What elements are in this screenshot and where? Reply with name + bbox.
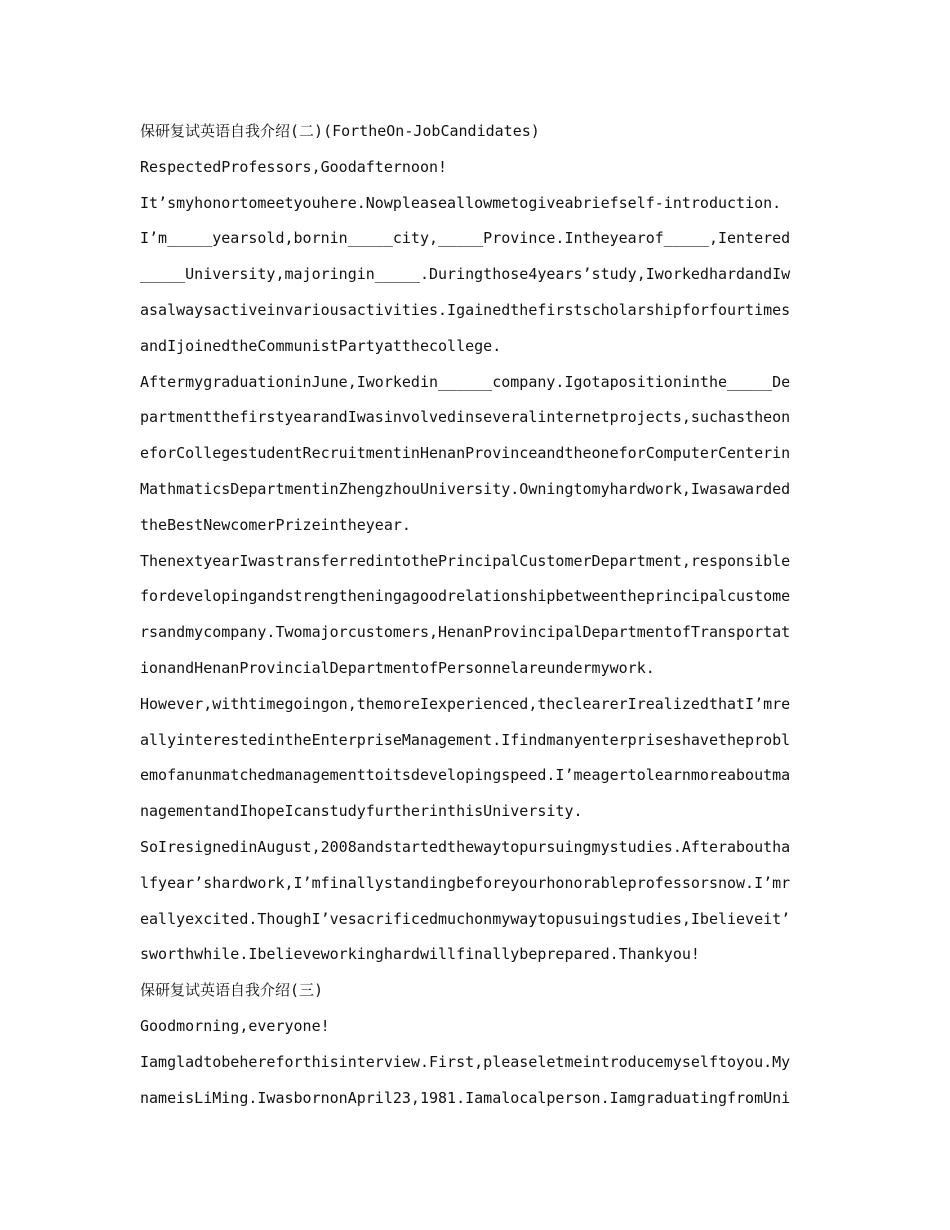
text-line: AftermygraduationinJune,Iworkedin______company.Igotapositioninthe_____De: [140, 372, 791, 391]
text-line: sworthwhile.Ibelieveworkinghardwillfinallybeprepared.Thankyou!: [140, 945, 700, 964]
text-line: _____University,majoringin_____.Duringthose4years’study,IworkedhardandIw: [140, 265, 791, 284]
text-line: rsandmycompany.Twomajorcustomers,HenanProvincipalDepartmentofTransportat: [140, 623, 791, 642]
text-line: asalwaysactiveinvariousactivities.Igainedthefirstscholarshipforfourtimes: [140, 300, 791, 319]
text-line: ThenextyearIwastransferredintothePrincipalCustomerDepartment,responsible: [140, 551, 791, 570]
text-line: ionandHenanProvincialDepartmentofPersonnelareundermywork.: [140, 658, 655, 677]
text-line: Goodmorning,everyone!: [140, 1016, 330, 1035]
text-line: andIjoinedtheCommunistPartyatthecollege.: [140, 336, 502, 355]
document-body: [140, 118, 820, 1120]
section-heading-3: 保研复试英语自我介绍(三): [140, 981, 324, 1000]
text-line: eforCollegestudentRecruitmentinHenanProvinceandtheoneforComputerCenterin: [140, 444, 791, 463]
text-line: However,withtimegoingon,themoreIexperienced,theclearerIrealizedthatI’mre: [140, 694, 791, 713]
text-line: It’smyhonortomeetyouhere.Nowpleaseallowmetogiveabriefself-introduction.: [140, 193, 782, 212]
text-line: fordevelopingandstrengtheningagoodrelationshipbetweentheprincipalcustome: [140, 587, 791, 606]
text-line: I’m_____yearsold,bornin_____city,_____Province.Intheyearof_____,Ientered: [140, 229, 791, 248]
text-line: RespectedProfessors,Goodafternoon!: [140, 157, 448, 176]
text-line: allyinterestedintheEnterpriseManagement.Ifindmanyenterpriseshavetheprobl: [140, 730, 791, 749]
text-line: nagementandIhopeIcanstudyfurtherinthisUniversity.: [140, 802, 583, 821]
text-line: nameisLiMing.IwasbornonApril23,1981.Iamalocalperson.IamgraduatingfromUni: [140, 1088, 791, 1107]
text-line: partmentthefirstyearandIwasinvolvedinseveralinternetprojects,suchastheon: [140, 408, 791, 427]
text-line: lfyear’shardwork,I’mfinallystandingbeforeyourhonorableprofessorsnow.I’mr: [140, 873, 791, 892]
text-line: emofanunmatchedmanagementtoitsdevelopingspeed.I’meagertolearnmoreaboutma: [140, 766, 791, 785]
text-line: SoIresignedinAugust,2008andstartedthewaytopursuingmystudies.Afteraboutha: [140, 837, 791, 856]
text-line: theBestNewcomerPrizeintheyear.: [140, 515, 411, 534]
text-line: Iamgladtobehereforthisinterview.First,pleaseletmeintroducemyselftoyou.My: [140, 1052, 791, 1071]
text-line: eallyexcited.ThoughI’vesacrificedmuchonmywaytopusuingstudies,Ibelieveit’: [140, 909, 791, 928]
text-line: MathmaticsDepartmentinZhengzhouUniversity.Owningtomyhardwork,Iwasawarded: [140, 479, 791, 498]
section-heading-2: 保研复试英语自我介绍(二)(FortheOn-JobCandidates): [140, 122, 540, 140]
